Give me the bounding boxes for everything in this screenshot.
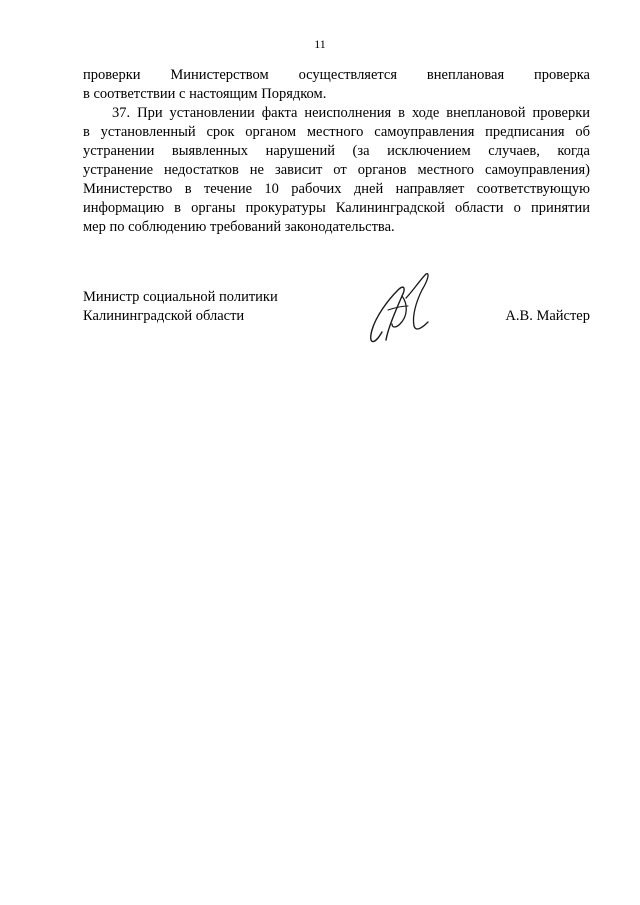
text-line: мер по соблюдению требований законодательства.: [83, 219, 395, 235]
paragraph-37: [83, 104, 590, 237]
text-line: в соответствии с настоящим Порядком.: [83, 86, 327, 102]
text-line: в установленный срок органом местного самоуправления предписания об: [83, 124, 590, 140]
text-line: устранении выявленных нарушений (за исключением случаев, когда: [83, 143, 590, 159]
handwritten-signature: [362, 270, 442, 350]
signatory-title-line: Калининградской области: [83, 308, 245, 324]
text-line: устранение недостатков не зависит от органов местного самоуправления): [83, 162, 590, 178]
text-line: проверки Министерством осуществляется внеплановая проверка: [83, 67, 590, 83]
text-line: информацию в органы прокуратуры Калининградской области о принятии: [83, 200, 590, 216]
signatory-title: [83, 288, 278, 326]
paragraph-continuation: [83, 66, 590, 104]
document-body: [83, 66, 590, 237]
signatory-name: А.В. Майстер: [505, 308, 590, 324]
signatory-title-line: Министр социальной политики: [83, 289, 278, 305]
text-line: 37. При установлении факта неисполнения в ходе внеплановой проверки: [112, 105, 590, 121]
text-line: Министерство в течение 10 рабочих дней направляет соответствующую: [83, 181, 590, 197]
page-number: 11: [314, 37, 326, 51]
